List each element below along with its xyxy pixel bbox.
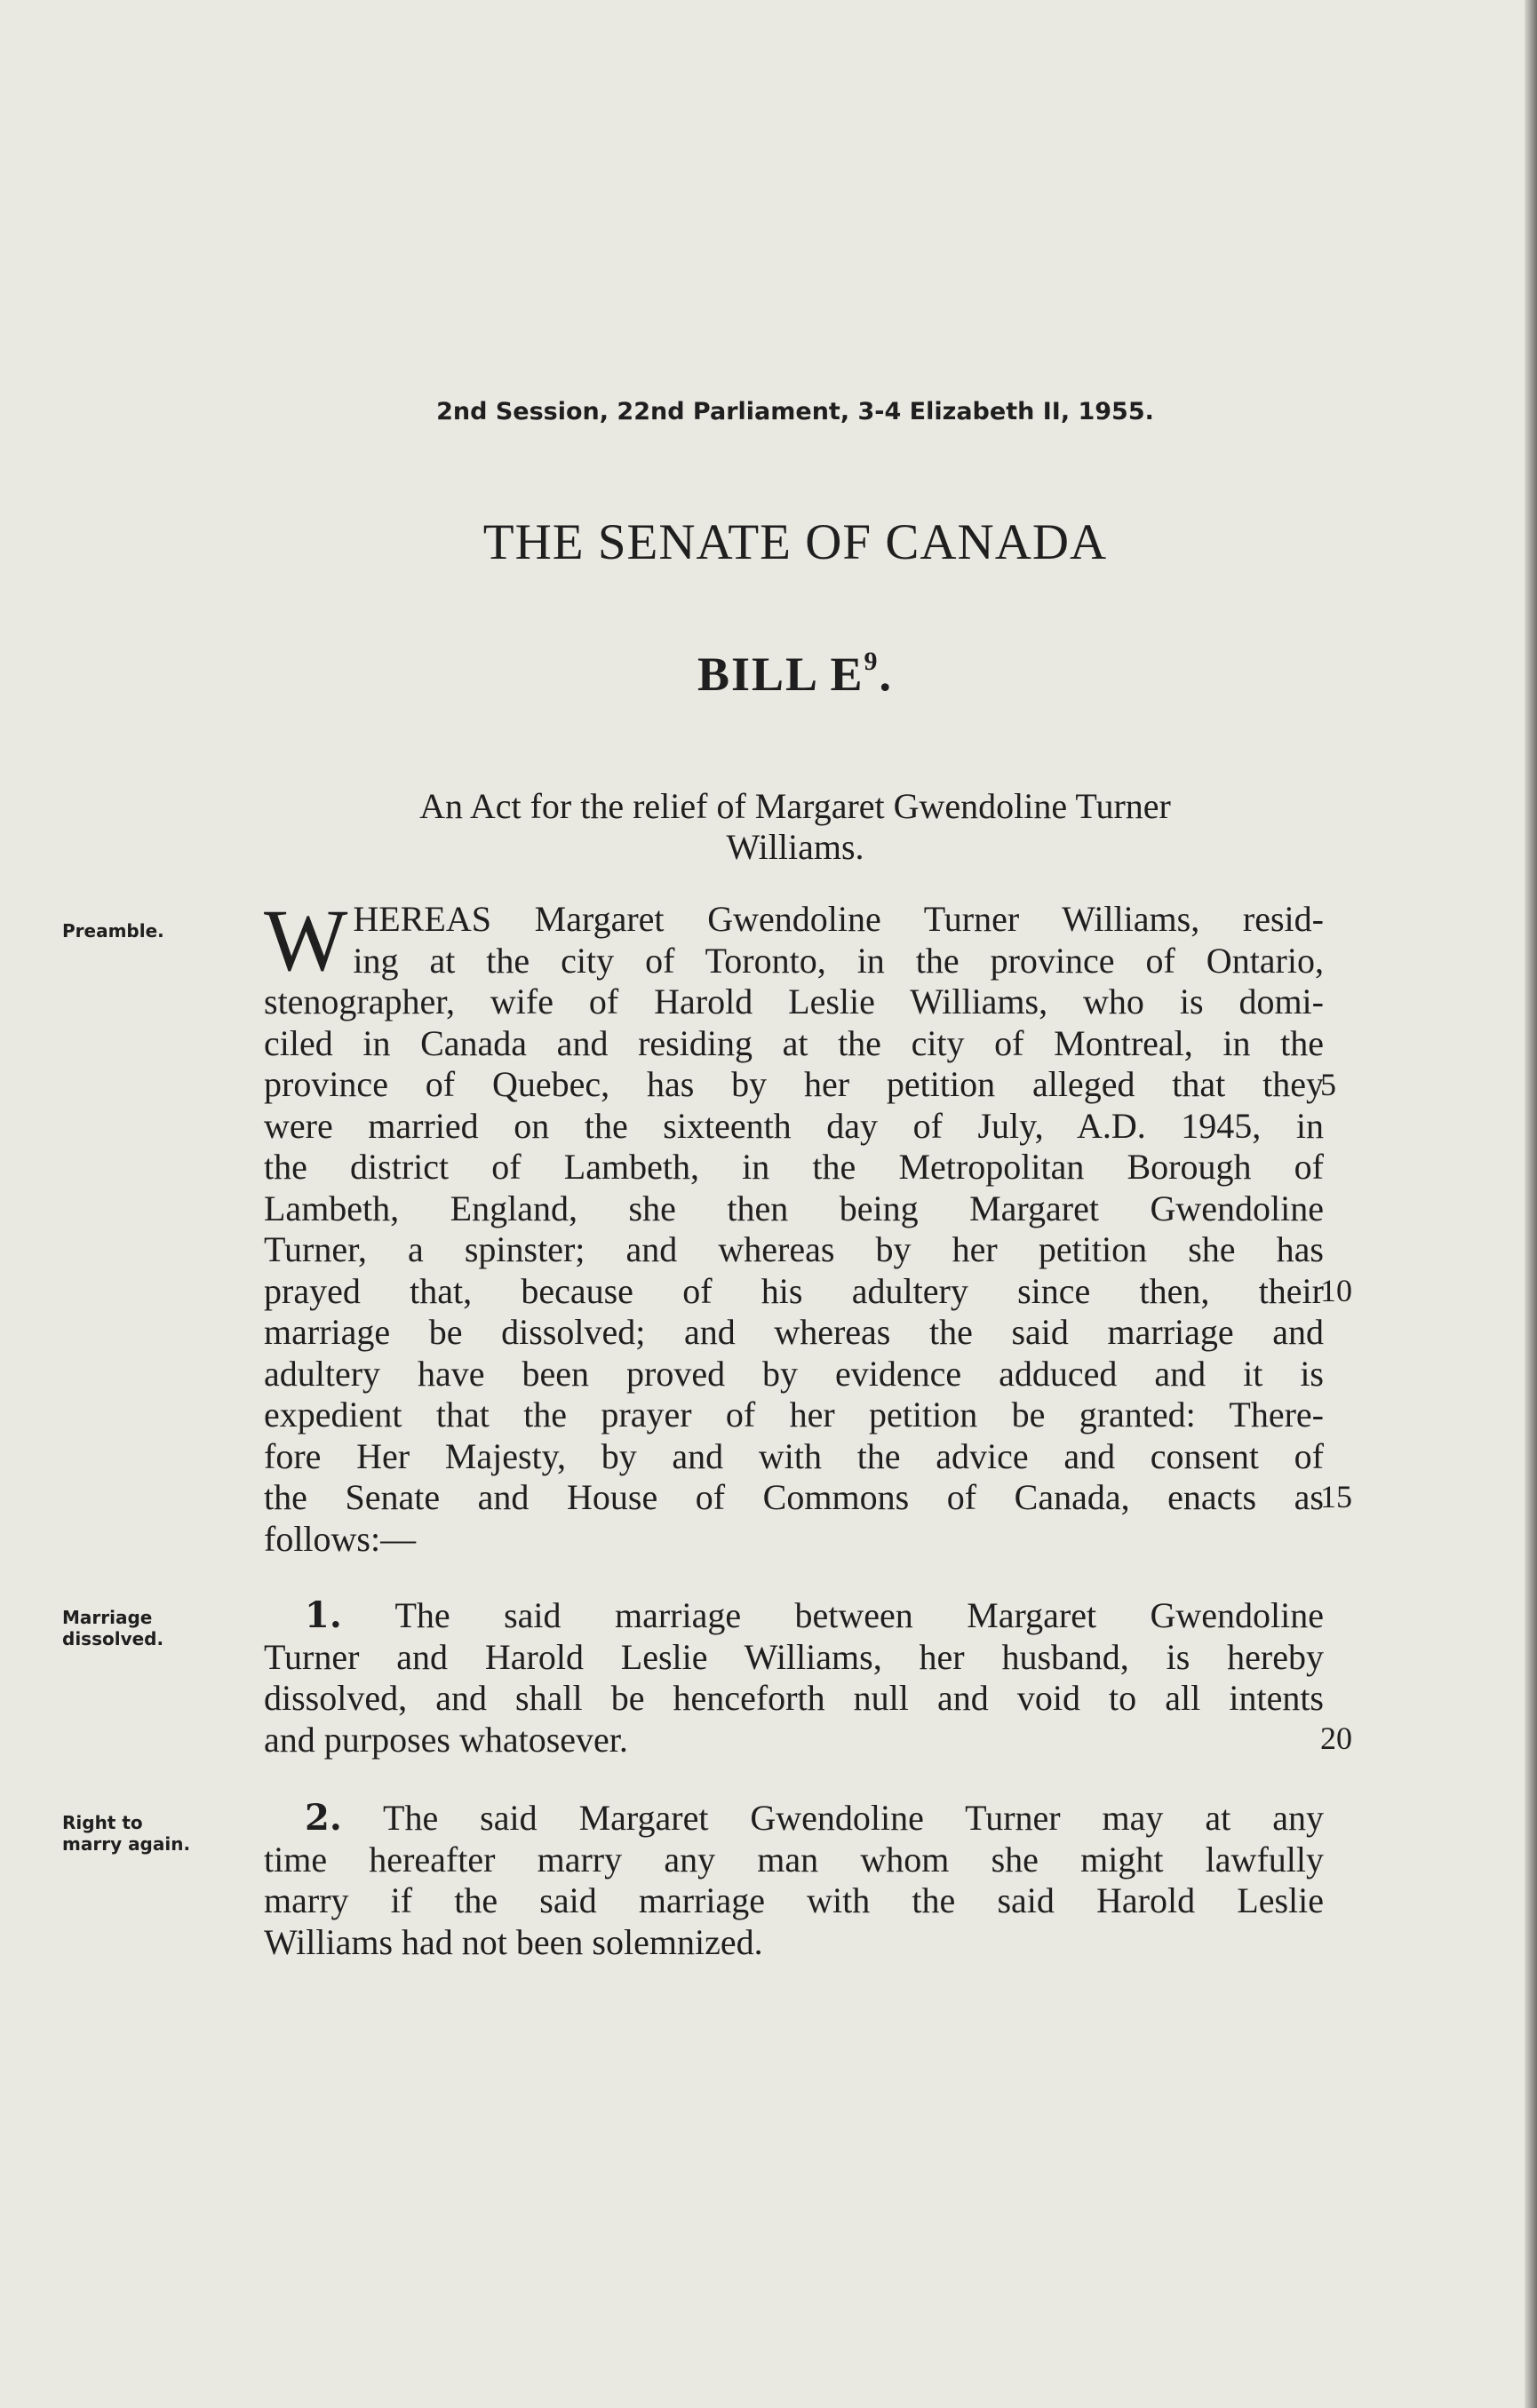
text-line: expedient that the prayer of her petition be granted: There- bbox=[264, 1395, 1324, 1434]
text-line: marry if the said marriage with the said Harold Leslie bbox=[264, 1880, 1324, 1920]
text-line: time hereafter marry any man whom she might lawfully bbox=[264, 1839, 1324, 1880]
section-number: 2. bbox=[305, 1797, 342, 1839]
text-line: the Senate and House of Commons of Canada, enacts as bbox=[264, 1477, 1324, 1517]
text-line: prayed that, because of his adultery since then, their bbox=[264, 1270, 1324, 1311]
line-number-15: 15 bbox=[1320, 1479, 1352, 1514]
margin-note-right-to-marry bbox=[62, 1812, 249, 1855]
text-line: and purposes whatosever. bbox=[264, 1719, 628, 1760]
margin-note-marriage-dissolved bbox=[62, 1607, 249, 1649]
text-line: were married on the sixteenth day of July, A.D. 1945, in bbox=[264, 1105, 1324, 1146]
section-number: 1. bbox=[305, 1594, 342, 1636]
text-line: adultery have been proved by evidence adduced and it is bbox=[264, 1353, 1324, 1394]
act-title-line: Williams. bbox=[726, 827, 864, 867]
line-number-10: 10 bbox=[1320, 1273, 1352, 1308]
section-1 bbox=[264, 1595, 1324, 1760]
text-line: ing at the city of Toronto, in the province of Ontario, bbox=[353, 940, 1324, 981]
margin-note-preamble: Preamble. bbox=[62, 920, 164, 942]
line-number-5: 5 bbox=[1320, 1067, 1336, 1102]
line-number-20: 20 bbox=[1320, 1721, 1352, 1756]
text-line: province of Quebec, has by her petition alleged that they bbox=[264, 1064, 1324, 1104]
text-line: stenographer, wife of Harold Leslie Williams, who is domi- bbox=[264, 981, 1324, 1021]
bill-superscript: 9 bbox=[864, 647, 880, 676]
section-text: The said Margaret Gwendoline Turner may at any bbox=[383, 1798, 1324, 1838]
margin-note-line: dissolved. bbox=[62, 1628, 164, 1649]
bill-number bbox=[267, 647, 1324, 702]
text-line: dissolved, and shall be henceforth null and void to all intents bbox=[264, 1678, 1324, 1718]
text-line: ciled in Canada and residing at the city of Montreal, in the bbox=[264, 1022, 1324, 1063]
section-text: The said marriage between Margaret Gwendoline bbox=[394, 1595, 1324, 1635]
text-line bbox=[264, 1595, 1324, 1637]
senate-heading: THE SENATE OF CANADA bbox=[482, 514, 1108, 570]
text-line: fore Her Majesty, by and with the advice and consent of bbox=[264, 1435, 1324, 1476]
text-line: the district of Lambeth, in the Metropolitan Borough of bbox=[264, 1147, 1324, 1187]
act-title bbox=[302, 786, 1288, 868]
preamble-paragraph bbox=[264, 891, 1324, 1560]
session-header: 2nd Session, 22nd Parliament, 3-4 Elizabeth II, 1955. bbox=[436, 398, 1154, 425]
margin-note-line: marry again. bbox=[62, 1833, 191, 1855]
text-line bbox=[264, 1798, 1324, 1840]
margin-note-line: Right to bbox=[62, 1812, 143, 1833]
text-line: Williams had not been solemnized. bbox=[264, 1921, 763, 1962]
text-line: Turner, a spinster; and whereas by her petition she has bbox=[264, 1229, 1324, 1269]
text-line: follows:— bbox=[264, 1518, 417, 1559]
drop-cap: W bbox=[264, 891, 348, 989]
text-line: marriage be dissolved; and whereas the said marriage and bbox=[264, 1312, 1324, 1352]
page-edge-shadow bbox=[1525, 0, 1537, 2408]
section-2 bbox=[264, 1798, 1324, 1963]
text-line: HEREAS Margaret Gwendoline Turner Williams, resid- bbox=[353, 899, 1324, 939]
text-line: Lambeth, England, she then being Margaret Gwendoline bbox=[264, 1188, 1324, 1228]
text-line: Turner and Harold Leslie Williams, her husband, is hereby bbox=[264, 1636, 1324, 1677]
bill-label: BILL E bbox=[697, 648, 864, 701]
margin-note-line: Marriage bbox=[62, 1607, 153, 1628]
act-title-line: An Act for the relief of Margaret Gwendoline Turner bbox=[419, 786, 1171, 826]
bill-period: . bbox=[879, 648, 894, 701]
